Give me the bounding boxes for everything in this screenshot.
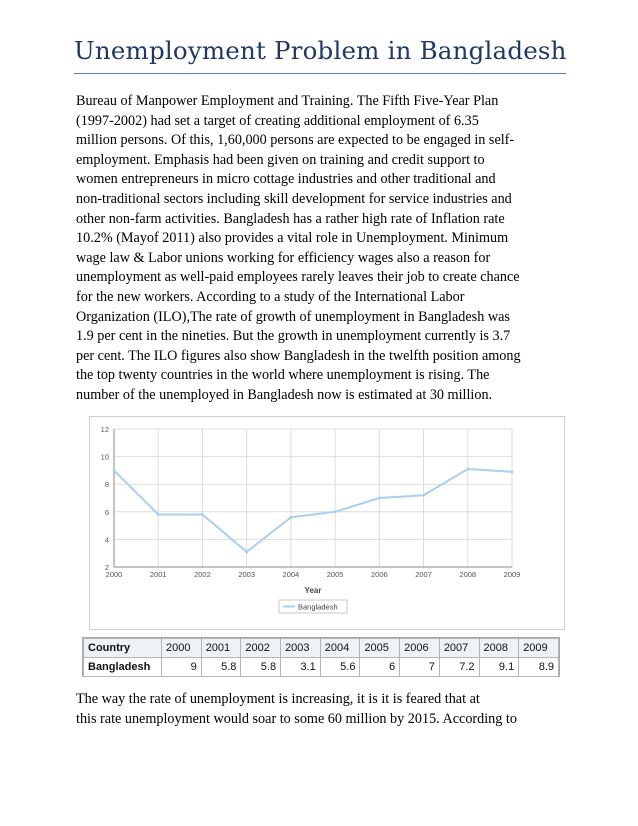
data-point <box>334 510 337 513</box>
data-point <box>289 516 292 519</box>
data-point <box>113 469 116 472</box>
table-data-row <box>84 658 559 677</box>
body-paragraph-1 <box>76 92 521 406</box>
text-line: this rate unemployment would soar to some 60 million by 2015. According to <box>76 710 517 727</box>
table-cell-value: 7.2 <box>439 658 479 677</box>
unemployment-data-table <box>82 637 560 677</box>
text-line: other non-farm activities. Bangladesh has a rather high rate of Inflation rate <box>76 210 505 227</box>
x-tick-label: 2008 <box>459 570 477 579</box>
x-tick-label: 2001 <box>149 570 167 579</box>
text-line: The way the rate of unemployment is increasing, it is it is feared that at <box>76 691 480 707</box>
text-line: (1997-2002) had set a target of creating additional employment of 6.35 <box>76 112 479 129</box>
table-cell-value: 7 <box>400 658 440 677</box>
text-line: wage law & Labor unions working for efficiency wages also a reason for <box>76 249 491 266</box>
text-line: Organization (ILO),The rate of growth of unemployment in Bangladesh was <box>76 308 510 325</box>
x-tick-label: 2007 <box>415 570 432 579</box>
x-axis-title: Year <box>304 586 322 595</box>
y-tick-label: 8 <box>104 480 109 490</box>
table-header-year: 2001 <box>201 639 241 658</box>
table-header-year: 2008 <box>479 639 519 658</box>
text-line: non-traditional sectors including skill development for service industries and <box>76 190 512 207</box>
table-header-country: Country <box>84 639 162 658</box>
table-cell-value: 3.1 <box>281 658 321 677</box>
x-tick-label: 2002 <box>194 570 211 579</box>
y-tick-label: 6 <box>104 507 109 517</box>
text-line: number of the unemployed in Bangladesh now is estimated at 30 million. <box>76 386 493 403</box>
body-paragraph-2 <box>76 690 517 729</box>
table-cell-value: 8.9 <box>519 658 559 677</box>
data-point <box>511 470 514 473</box>
unemployment-line-chart <box>89 416 565 630</box>
x-tick-label: 2003 <box>238 570 256 579</box>
data-point <box>201 513 204 516</box>
table-cell-value: 9 <box>162 658 202 677</box>
y-tick-label: 4 <box>104 535 109 545</box>
title-underline <box>74 73 566 74</box>
text-line: Bureau of Manpower Employment and Training. The Fifth Five-Year Plan <box>76 93 499 109</box>
text-line: 1.9 per cent in the nineties. But the growth in unemployment currently is 3.7 <box>76 328 511 345</box>
x-tick-label: 2009 <box>503 570 521 579</box>
data-point <box>466 468 469 471</box>
table-header-year: 2005 <box>360 639 400 658</box>
y-tick-label: 12 <box>100 425 109 434</box>
table-header-year: 2004 <box>320 639 360 658</box>
text-line: unemployment as well-paid employees rarely leaves their job to create chance <box>76 269 520 286</box>
data-point <box>157 513 160 516</box>
table-header-year: 2009 <box>519 639 559 658</box>
table-header-row <box>84 639 559 658</box>
table-row-label: Bangladesh <box>84 658 162 677</box>
table-cell-value: 5.8 <box>241 658 281 677</box>
y-tick-label: 10 <box>100 452 109 462</box>
table-cell-value: 9.1 <box>479 658 519 677</box>
text-line: per cent. The ILO figures also show Bangladesh in the twelfth position among <box>76 347 521 364</box>
text-line: the top twenty countries in the world where unemployment is rising. The <box>76 367 490 384</box>
table-cell-value: 5.8 <box>201 658 241 677</box>
page-title: Unemployment Problem in Bangladesh <box>74 36 567 65</box>
x-tick-label: 2004 <box>282 570 300 579</box>
y-tick-label: 2 <box>104 563 109 572</box>
text-line: million persons. Of this, 1,60,000 persons are expected to be engaged in self- <box>76 132 515 149</box>
legend-label: Bangladesh <box>298 602 338 612</box>
text-line: women entrepreneurs in micro cottage industries and other traditional and <box>76 171 496 188</box>
text-line: employment. Emphasis had been given on training and credit support to <box>76 151 485 168</box>
chart-svg <box>90 417 564 629</box>
table-cell-value: 5.6 <box>320 658 360 677</box>
table-header-year: 2002 <box>241 639 281 658</box>
table-header-year: 2000 <box>162 639 202 658</box>
table-header-year: 2007 <box>439 639 479 658</box>
x-tick-label: 2006 <box>370 570 388 579</box>
data-point <box>422 494 425 497</box>
table-cell-value: 6 <box>360 658 400 677</box>
table-header-year: 2006 <box>400 639 440 658</box>
text-line: 10.2% (Mayof 2011) also provides a vital role in Unemployment. Minimum <box>76 230 509 247</box>
table-header-year: 2003 <box>281 639 321 658</box>
x-tick-label: 2000 <box>105 570 123 579</box>
text-line: for the new workers. According to a study of the International Labor <box>76 288 465 305</box>
data-point <box>245 550 248 553</box>
x-tick-label: 2005 <box>326 570 344 579</box>
data-point <box>378 497 381 500</box>
